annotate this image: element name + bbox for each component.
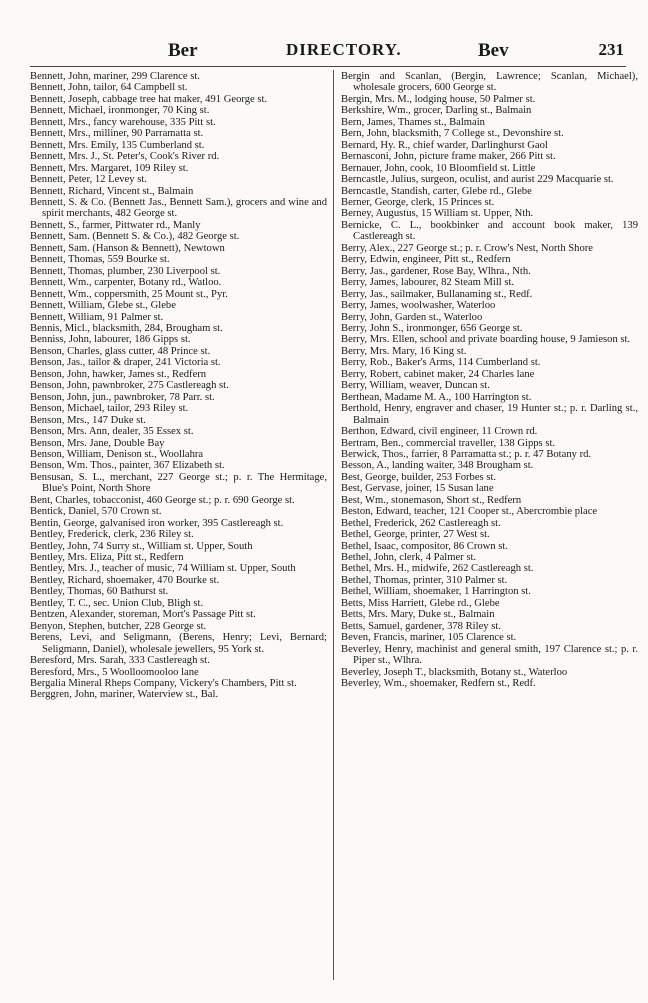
directory-entry: Berner, George, clerk, 15 Princes st. xyxy=(341,196,495,208)
directory-entry: Berry, Alex., 227 George st.; p. r. Crow's Nest, North Shore xyxy=(341,242,594,254)
header-range-end: Bev xyxy=(478,40,509,61)
directory-entry: Beverley, Wm., shoemaker, Redfern st., Redf. xyxy=(341,678,536,690)
directory-entry: Betts, Miss Harriett, Glebe rd., Glebe xyxy=(341,597,500,609)
directory-entry: Bethel, William, shoemaker, 1 Harrington st. xyxy=(341,586,531,598)
directory-entry: Benson, William, Denison st., Woollahra xyxy=(30,448,204,460)
directory-entry: Berncastle, Julius, surgeon, oculist, and aurist 229 Macquarie st. xyxy=(341,174,614,186)
directory-entry: Benyon, Stephen, butcher, 228 George st. xyxy=(30,620,207,632)
page-number: 231 xyxy=(598,40,624,59)
directory-entry: Benson, Wm. Thos., painter, 367 Elizabeth st. xyxy=(30,460,225,472)
directory-entry: Bennett, S. & Co. (Bennett Jas., Bennett Sam.), grocers and wine and spirit merchants, 482 George st. xyxy=(30,196,327,220)
directory-entry: Benson, John, jun., pawnbroker, 78 Parr. st. xyxy=(30,391,215,403)
directory-entry: Berggren, John, mariner, Waterview st., Bal. xyxy=(30,689,219,701)
directory-entry: Bennett, John, tailor, 64 Campbell st. xyxy=(30,82,188,94)
directory-entry: Bentin, George, galvanised iron worker, 395 Castlereagh st. xyxy=(30,517,284,529)
directory-entry: Bennett, Mrs. J., St. Peter's, Cook's River rd. xyxy=(30,151,220,163)
directory-entry: Bentzen, Alexander, storeman, Mort's Passage Pitt st. xyxy=(30,609,256,621)
directory-entry: Bennett, Mrs., milliner, 90 Parramatta st. xyxy=(30,128,204,140)
directory-entry: Bentley, John, 74 Surry st., William st. Upper, South xyxy=(30,540,253,552)
directory-entry: Berry, James, woolwasher, Waterloo xyxy=(341,300,496,312)
directory-entry: Besson, A., landing waiter, 348 Brougham st. xyxy=(341,460,534,472)
directory-entry: Benson, Michael, tailor, 293 Riley st. xyxy=(30,403,189,415)
directory-entry: Berthean, Madame M. A., 100 Harrington st. xyxy=(341,391,532,403)
directory-entry: Bernasconi, John, picture frame maker, 266 Pitt st. xyxy=(341,151,556,163)
directory-entry: Berry, Mrs. Mary, 16 King st. xyxy=(341,345,467,357)
directory-entry: Bethel, John, clerk, 4 Palmer st. xyxy=(341,552,477,564)
directory-entry: Bennett, Wm., carpenter, Botany rd., Watloo. xyxy=(30,277,222,289)
page-header xyxy=(28,40,624,66)
directory-entry: Bethel, Mrs. H., midwife, 262 Castlereagh st. xyxy=(341,563,534,575)
directory-entry: Benson, John, hawker, James st., Redfern xyxy=(30,368,207,380)
directory-entry: Berry, John S., ironmonger, 656 George st. xyxy=(341,322,523,334)
directory-entry: Berncastle, Standish, carter, Glebe rd., Glebe xyxy=(341,185,532,197)
directory-entry: Bensusan, S. L., merchant, 227 George st.; p. r. The Hermitage, Blue's Point, North Shore xyxy=(30,471,327,495)
directory-entry: Berry, Jas., gardener, Rose Bay, Wlhra., Nth. xyxy=(341,265,531,277)
directory-entry: Berry, James, labourer, 82 Steam Mill st. xyxy=(341,277,515,289)
directory-entry: Benson, Charles, glass cutter, 48 Prince st. xyxy=(30,345,211,357)
directory-entry: Berry, John, Garden st., Waterloo xyxy=(341,311,483,323)
directory-entry: Berry, Robert, cabinet maker, 24 Charles lane xyxy=(341,368,535,380)
directory-entry: Bergalia Mineral Rheps Company, Vickery's Chambers, Pitt st. xyxy=(30,678,297,690)
directory-entry: Bennett, Michael, ironmonger, 70 King st. xyxy=(30,105,210,117)
directory-entry: Beresford, Mrs. Sarah, 333 Castlereagh st. xyxy=(30,655,210,667)
directory-entry: Betts, Samuel, gardener, 378 Riley st. xyxy=(341,620,501,632)
directory-entry: Berkshire, Wm., grocer, Darling st., Balmain xyxy=(341,105,532,117)
directory-entry: Benson, John, pawnbroker, 275 Castlereagh st. xyxy=(30,380,229,392)
directory-entry: Bentley, Thomas, 60 Bathurst st. xyxy=(30,586,169,598)
left-column xyxy=(30,71,327,701)
directory-entry: Bethel, Isaac, compositor, 86 Crown st. xyxy=(341,540,508,552)
directory-entry: Bernard, Hy. R., chief warder, Darlinghurst Gaol xyxy=(341,139,548,151)
directory-entry: Bergin, Mrs. M., lodging house, 50 Palmer st. xyxy=(341,93,536,105)
directory-entry: Bennett, William, Glebe st., Glebe xyxy=(30,300,176,312)
directory-entry: Bentley, Mrs. J., teacher of music, 74 William st. Upper, South xyxy=(30,563,296,575)
directory-entry: Bennett, Mrs. Emily, 135 Cumberland st. xyxy=(30,139,205,151)
directory-entry: Betts, Mrs. Mary, Duke st., Balmain xyxy=(341,609,495,621)
directory-entry: Berthold, Henry, engraver and chaser, 19 Hunter st.; p. r. Darling st., Balmain xyxy=(341,403,638,426)
directory-entry: Bentley, Frederick, clerk, 236 Riley st. xyxy=(30,529,194,541)
directory-entry: Bennett, Peter, 12 Levey st. xyxy=(30,174,147,186)
directory-entry: Berens, Levi, and Seligmann, (Berens, Henry; Levi, Bernard; Seligmann, Daniel), wholesale jewellers, 95 York st. xyxy=(30,632,327,655)
directory-entry: Berry, Mrs. Ellen, school and private boarding house, 9 Jamieson st. xyxy=(341,334,631,346)
directory-entry: Beven, Francis, mariner, 105 Clarence st. xyxy=(341,632,517,644)
column-divider xyxy=(333,70,334,980)
directory-entry: Best, Gervase, joiner, 15 Susan lane xyxy=(341,483,494,495)
directory-entry: Bennis, Micl., blacksmith, 284, Brougham st. xyxy=(30,322,223,334)
header-title: DIRECTORY. xyxy=(286,40,402,59)
directory-entry: Bennett, Mrs. Margaret, 109 Riley st. xyxy=(30,162,189,174)
directory-entry: Beresford, Mrs., 5 Woolloomooloo lane xyxy=(30,666,199,678)
directory-entry: Bennett, Wm., coppersmith, 25 Mount st., Pyr. xyxy=(30,288,228,300)
directory-entry: Beverley, Joseph T., blacksmith, Botany st., Waterloo xyxy=(341,666,568,678)
directory-entry: Berthon, Edward, civil engineer, 11 Crown rd. xyxy=(341,426,538,438)
directory-entry: Bennett, Richard, Vincent st., Balmain xyxy=(30,185,194,197)
directory-entry: Berry, Rob., Baker's Arms, 114 Cumberland st. xyxy=(341,357,541,369)
directory-entry: Bern, James, Thames st., Balmain xyxy=(341,116,485,128)
directory-entry: Berry, William, weaver, Duncan st. xyxy=(341,380,490,392)
directory-entry: Bentley, T. C., sec. Union Club, Bligh st. xyxy=(30,597,204,609)
directory-entry: Bern, John, blacksmith, 7 College st., Devonshire st. xyxy=(341,128,564,140)
directory-entry: Bennett, William, 91 Palmer st. xyxy=(30,311,164,323)
directory-entry: Bethel, George, printer, 27 West st. xyxy=(341,529,490,541)
directory-entry: Benson, Mrs. Jane, Double Bay xyxy=(30,437,165,449)
header-range-start: Ber xyxy=(168,40,198,61)
directory-entry: Bernicke, C. L., bookbinker and account book maker, 139 Castlereagh st. xyxy=(341,219,638,243)
directory-entry: Bennett, John, mariner, 299 Clarence st. xyxy=(30,71,200,82)
directory-entry: Bethel, Thomas, printer, 310 Palmer st. xyxy=(341,574,508,586)
directory-entry: Benson, Jas., tailor & draper, 241 Victoria st. xyxy=(30,357,221,369)
directory-entry: Berney, Augustus, 15 William st. Upper, Nth. xyxy=(341,208,534,220)
directory-entry: Bennett, Mrs., fancy warehouse, 335 Pitt st. xyxy=(30,116,216,128)
right-column xyxy=(341,71,638,689)
directory-entry: Bernauer, John, cook, 10 Bloomfield st. Little xyxy=(341,162,536,174)
directory-entry: Bertram, Ben., commercial traveller, 138 Gipps st. xyxy=(341,437,556,449)
directory-entry: Bergin and Scanlan, (Bergin, Lawrence; Scanlan, Michael), wholesale grocers, 600 George st. xyxy=(341,71,638,94)
directory-entry: Bentley, Richard, shoemaker, 470 Bourke st. xyxy=(30,574,220,586)
directory-entry: Bent, Charles, tobacconist, 460 George st.; p. r. 690 George st. xyxy=(30,494,295,506)
directory-entry: Berwick, Thos., farrier, 8 Parramatta st.; p. r. 47 Botany rd. xyxy=(341,448,592,460)
header-rule xyxy=(30,66,626,67)
directory-entry: Bennett, Thomas, plumber, 230 Liverpool st. xyxy=(30,265,221,277)
directory-entry: Beston, Edward, teacher, 121 Cooper st., Abercrombie place xyxy=(341,506,598,518)
directory-entry: Benson, Mrs. Ann, dealer, 35 Essex st. xyxy=(30,426,194,438)
directory-entry: Bentley, Mrs. Eliza, Pitt st., Redfern xyxy=(30,552,184,564)
directory-entry: Benniss, John, labourer, 186 Gipps st. xyxy=(30,334,191,346)
directory-entry: Benson, Mrs., 147 Duke st. xyxy=(30,414,146,426)
directory-entry: Bennett, Sam. (Hanson & Bennett), Newtown xyxy=(30,242,225,254)
directory-entry: Best, Wm., stonemason, Short st., Redfern xyxy=(341,494,522,506)
directory-entry: Bennett, Sam. (Bennett S. & Co.), 482 George st. xyxy=(30,231,240,243)
directory-entry: Bentick, Daniel, 570 Crown st. xyxy=(30,506,162,518)
directory-entry: Berry, Jas., sailmaker, Bullanaming st., Redf. xyxy=(341,288,533,300)
directory-entry: Bennett, Joseph, cabbage tree hat maker, 491 George st. xyxy=(30,93,268,105)
directory-entry: Bethel, Frederick, 262 Castlereagh st. xyxy=(341,517,501,529)
directory-entry: Bennett, S., farmer, Pittwater rd., Manly xyxy=(30,219,201,231)
directory-entry: Bennett, Thomas, 559 Bourke st. xyxy=(30,254,170,266)
directory-entry: Best, George, builder, 253 Forbes st. xyxy=(341,471,497,483)
directory-entry: Berry, Edwin, engineer, Pitt st., Redfern xyxy=(341,254,511,266)
directory-entry: Beverley, Henry, machinist and general smith, 197 Clarence st.; p. r. Piper st., Wlhra. xyxy=(341,643,638,667)
